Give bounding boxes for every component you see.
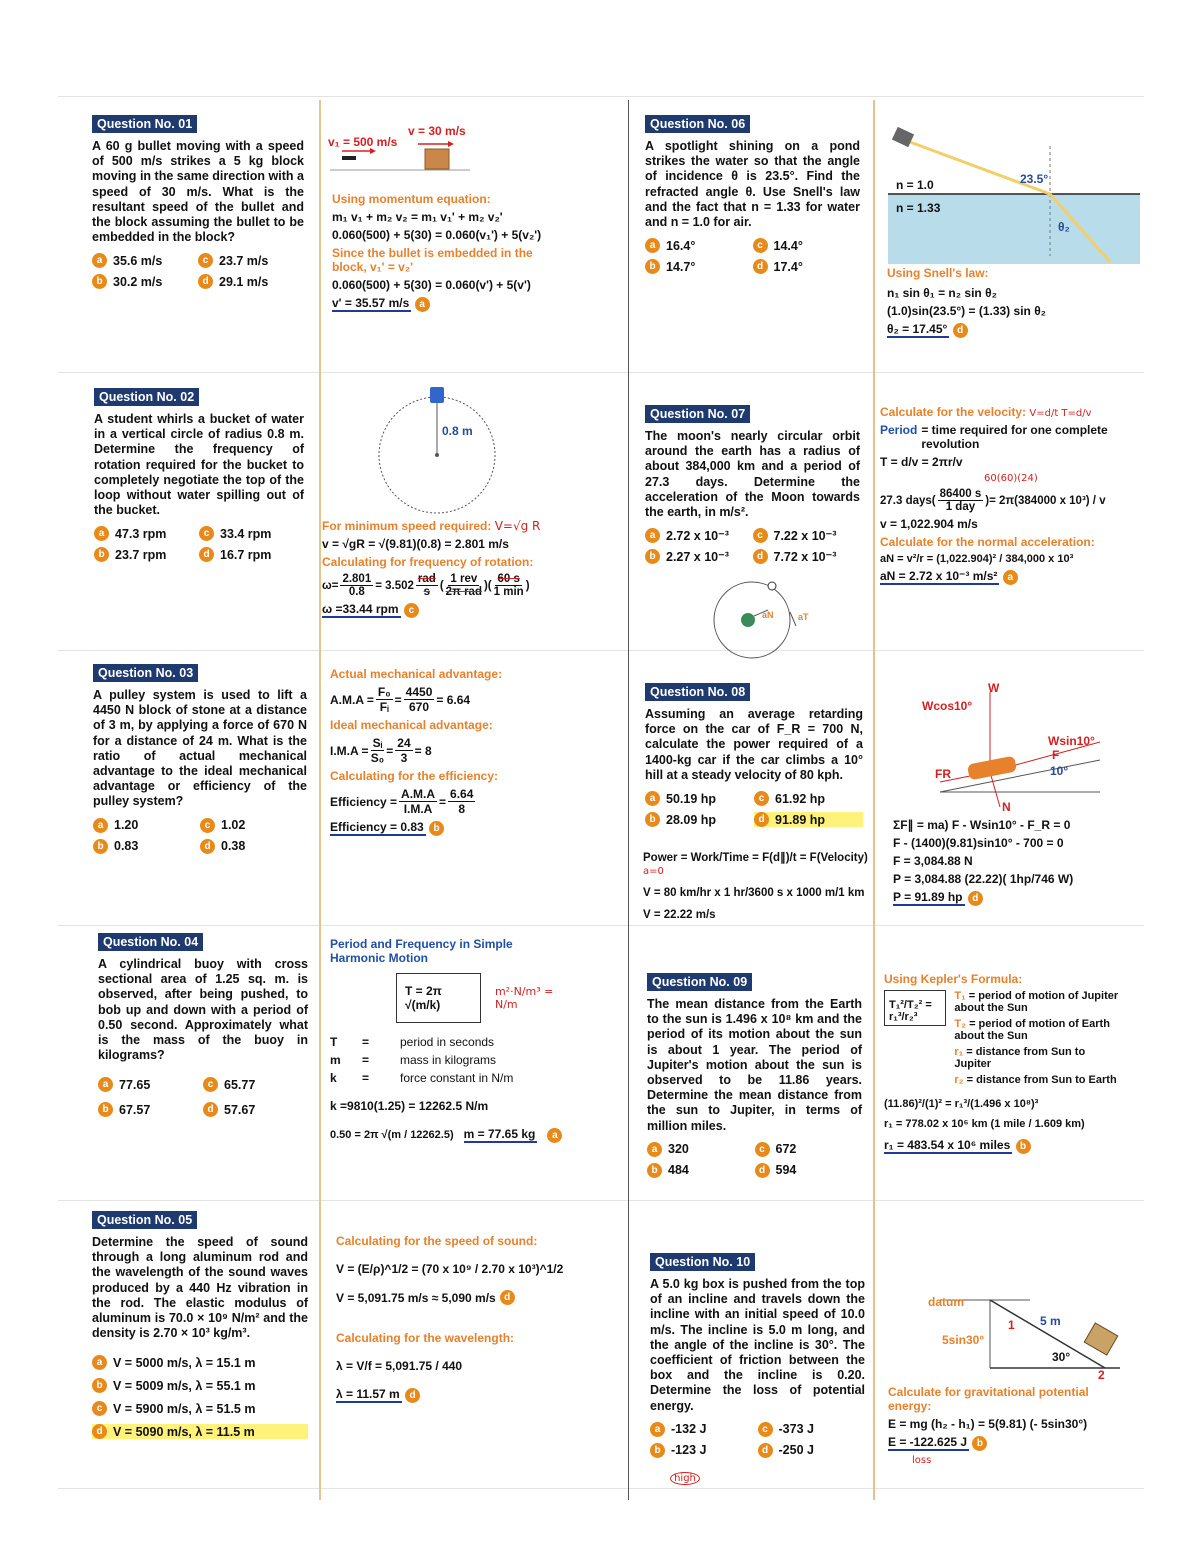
question-text: A spotlight shining on a pond strikes the water so that the angle of incidence θ is 23.5°. Find the refracted angle θ. Use Snell's law and the fact that n = 1.33 for water and n = 1.0 for air. — [645, 139, 860, 230]
omega-value: = 3.502 — [375, 579, 414, 592]
question-text: A 5.0 kg box is pushed from the top of an incline and travels down the incline with an initial speed of 10.0 m/s. The incline is 5.0 m long, and the angle of the incline is 30°. The coefficient of friction between the box and the incline is 0.20. Determine the loss of potential energy. — [650, 1277, 865, 1413]
solution-h3: Calculating for the efficiency: — [330, 769, 499, 783]
height-label: 5sin30° — [942, 1333, 985, 1347]
solution-eq2: r₁ = 778.02 x 10⁶ km (1 mile / 1.609 km) — [884, 1118, 1085, 1130]
question-text: The mean distance from the Earth to the sun is 1.496 x 10⁸ km and the period of its motion about the sun is about 1 year. The period of Jupiter's motion about the sun is observed to be 11.86 years. Determine the mean distance from the sun to Jupiter, in terms of million miles. — [647, 997, 862, 1133]
angle-label: 10° — [1050, 764, 1069, 778]
solution-eq1: E = mg (h₂ - h₁) = 5(9.81) (- 5sin30°) — [888, 1417, 1088, 1431]
definition-row: k = force constant in N/m — [330, 1071, 514, 1085]
solution-note: Since the bullet is embedded in the block, v₁' = v₂' — [332, 246, 533, 274]
fraction-num: 6.64 — [450, 787, 474, 801]
solution-eq1: ΣF∥ = ma) F - Wsin10° - F_R = 0 — [893, 818, 1071, 832]
velocity-eq: V = 80 km/hr x 1 hr/3600 s x 1000 m/1 km — [643, 887, 865, 899]
option-a[interactable]: a 2.72 x 10⁻³ — [645, 528, 753, 543]
option-a[interactable]: a 320 — [647, 1142, 755, 1157]
solution-h1: Using Snell's law: — [887, 266, 989, 280]
angle-label: 30° — [1052, 1350, 1071, 1364]
fraction-den: 670 — [409, 700, 430, 714]
handwritten-note: m²·N/m³ = N/m — [494, 985, 554, 1011]
fraction-num: F₀ — [377, 685, 391, 699]
power-eq: Power = Work/Time = F(d∥)/t = F(Velocity) — [643, 852, 868, 864]
option-a[interactable]: a -132 J — [650, 1422, 758, 1437]
option-b[interactable]: b 23.7 rpm — [94, 547, 199, 562]
solution-answer: θ₂ = 17.45° — [887, 322, 948, 336]
option-d[interactable]: d 0.38 — [200, 839, 307, 854]
fraction-den: 8 — [458, 802, 466, 816]
efficiency-label: Efficiency = — [330, 794, 398, 809]
option-b[interactable]: b 14.7° — [645, 259, 753, 274]
question-label: Question No. 07 — [645, 405, 750, 423]
answer-badge: d — [953, 323, 968, 338]
spotlight-icon — [892, 127, 914, 147]
wcos-label: Wcos10° — [922, 699, 973, 713]
ima-result: = 8 — [414, 743, 432, 758]
datum-label: datum — [928, 1295, 964, 1309]
n-label: N — [1002, 800, 1011, 814]
car-icon — [967, 756, 1017, 781]
question-label: Question No. 03 — [93, 664, 198, 682]
option-c[interactable]: c 672 — [755, 1142, 863, 1157]
earth-icon — [741, 613, 755, 627]
solution-answer: P = 91.89 hp — [893, 890, 963, 904]
option-a[interactable]: a 16.4° — [645, 238, 753, 253]
solution-h2: Calculating for frequency of rotation: — [322, 555, 534, 569]
question-text: The moon's nearly circular orbit around the earth has a radius of about 384,000 km and a period of 27.3 days. Determine the acceleration of the Moon towards the earth, in m/s². — [645, 429, 860, 520]
question-text: A cylindrical buoy with cross sectional area of 1.25 sq. m. is observed, after being pushed, to bob up and down with a period of 0.50 second. Approximately what is the mass of the buoy in kilograms? — [98, 957, 308, 1063]
fraction-den: 0.8 — [348, 586, 365, 598]
fraction-num: 24 — [397, 736, 411, 750]
question-card-06 — [645, 115, 860, 274]
option-c[interactable]: c 23.7 m/s — [198, 253, 304, 268]
option-b[interactable]: b -123 J — [650, 1443, 758, 1458]
w-label: W — [988, 681, 1000, 695]
solution-answer: Efficiency = 0.83 — [330, 820, 424, 834]
solution-h1: Calculating for the speed of sound: — [336, 1234, 538, 1248]
fraction-den: I.M.A — [403, 802, 433, 816]
solution-h2: Calculate for the normal acceleration: — [880, 535, 1095, 549]
solution-eq2: 0.060(500) + 5(30) = 0.060(v₁') + 5(v₂') — [332, 228, 542, 242]
solution-eq3: v = 1,022.904 m/s — [880, 517, 978, 531]
solution-eq1: k =9810(1.25) = 12262.5 N/m — [330, 1099, 489, 1113]
option-b[interactable]: b 28.09 hp — [645, 812, 754, 827]
option-c[interactable]: c 33.4 rpm — [199, 526, 304, 541]
fraction-num: 86400 s — [939, 488, 982, 500]
solution-eq1: T = d/v = 2πr/v — [880, 455, 963, 469]
answer-badge: a — [415, 297, 430, 312]
solution-answer: λ = 11.57 m — [336, 1387, 400, 1401]
kepler-formula: T₁²/T₂² = r₁³/r₂³ — [884, 990, 946, 1026]
f-label: F — [1052, 748, 1060, 762]
solution-answer: ω =33.44 rpm — [322, 602, 399, 616]
block-icon — [425, 149, 449, 169]
theta2-label: θ₂ — [1058, 220, 1070, 234]
solution-heading: Using momentum equation: — [332, 192, 491, 206]
question-label: Question No. 05 — [92, 1211, 197, 1229]
option-c[interactable]: c 1.02 — [200, 818, 307, 833]
option-a[interactable]: a 35.6 m/s — [92, 253, 198, 268]
answer-badge: a — [1003, 570, 1018, 585]
fraction-num: 2.801 — [342, 573, 372, 585]
fraction-den: Fᵢ — [379, 700, 389, 714]
at-label: aT — [798, 612, 809, 622]
bullet-icon — [342, 156, 356, 160]
solution-eq4: aN = v²/r = (1,022.904)² / 384,000 x 10³ — [880, 553, 1074, 565]
option-d[interactable]: d 91.89 hp — [754, 812, 863, 827]
option-d[interactable]: d 29.1 m/s — [198, 274, 304, 289]
moon-icon — [768, 582, 776, 590]
option-b[interactable]: b 0.83 — [93, 839, 200, 854]
vertical-circle-diagram — [376, 385, 501, 520]
wsin-label: Wsin10° — [1048, 734, 1095, 748]
solution-eq1: m₁ v₁ + m₂ v₂ = m₁ v₁' + m₂ v₂' — [332, 210, 503, 224]
question-card-08 — [645, 683, 863, 827]
n-air-label: n = 1.0 — [896, 178, 934, 192]
solution-h1: Actual mechanical advantage: — [330, 667, 503, 681]
solution-h1: Period and Frequency in Simple Harmonic Motion — [330, 937, 513, 965]
angle-label: 23.5° — [1020, 172, 1049, 186]
fraction-den: 1 day — [945, 501, 976, 513]
solution-eq1: V = (E/ρ)^1/2 = (70 x 10⁹ / 2.70 x 10³)^1/2 — [336, 1262, 564, 1276]
point1-label: 1 — [1008, 1318, 1015, 1332]
answer-badge: d — [968, 891, 983, 906]
fraction-num: 60 s — [497, 573, 520, 585]
option-a[interactable]: a 47.3 rpm — [94, 526, 199, 541]
question-card-09 — [647, 973, 862, 1178]
ama-label: A.M.A = — [330, 692, 374, 707]
question-card-07 — [645, 405, 860, 564]
definition-row: T₁ = period of motion of Jupiter about the Sun — [954, 990, 1119, 1014]
handwritten-note: 60(60)(24) — [984, 473, 1038, 484]
solution-eq2: 0.50 = 2π √(m / 12262.5) — [330, 1129, 454, 1141]
answer-badge: b — [429, 821, 444, 836]
question-label: Question No. 06 — [645, 115, 750, 133]
question-label: Question No. 10 — [650, 1253, 755, 1271]
question-card-03 — [93, 664, 307, 854]
shm-formula: T = 2π √(m/k) — [396, 973, 481, 1023]
ima-label: I.M.A = — [330, 743, 369, 758]
answer-badge: b — [972, 1436, 987, 1451]
handwritten-note: a=0 — [643, 866, 664, 877]
option-a[interactable]: a 50.19 hp — [645, 791, 754, 806]
fraction-num: 4450 — [405, 685, 433, 699]
question-card-01 — [92, 115, 304, 289]
option-c[interactable]: c 14.4° — [753, 238, 861, 253]
option-d[interactable]: d 594 — [755, 1163, 863, 1178]
option-d[interactable]: d V = 5090 m/s, λ = 11.5 m — [92, 1424, 308, 1439]
definition-row: m = mass in kilograms — [330, 1053, 497, 1067]
question-label: Question No. 04 — [98, 933, 203, 951]
definition-row: r₁ = distance from Sun to Jupiter — [954, 1046, 1086, 1070]
option-d[interactable]: d -250 J — [758, 1443, 866, 1458]
question-text: A pulley system is used to lift a 4450 N block of stone at a distance of 3 m, by applying a force of 670 N for a distance of 24 m. What is the ratio of actual mechanical advantage to the ideal mechanical advantage or efficiency of the pulley system? — [93, 688, 307, 809]
moon-orbit-diagram — [704, 578, 804, 660]
solution-eq3: 0.060(500) + 5(30) = 0.060(v') + 5(v') — [332, 278, 531, 292]
orbit-eq: = 2π(384000 x 10³) / v — [989, 494, 1106, 507]
question-card-05 — [92, 1211, 308, 1439]
fraction-den: 1 min — [493, 586, 524, 598]
option-c[interactable]: c -373 J — [758, 1422, 866, 1437]
question-card-10 — [650, 1253, 865, 1485]
solution-answer: v' = 35.57 m/s — [332, 296, 410, 310]
question-text: A 60 g bullet moving with a speed of 500 m/s strikes a 5 kg block moving in the same direction with a speed of 30 m/s. What is the resultant speed of the bullet and the block assuming the bullet to be embedded in the block? — [92, 139, 304, 245]
option-b[interactable]: b 67.57 — [98, 1102, 203, 1117]
answer-badge: d — [405, 1388, 420, 1403]
solution-eq4: P = 3,084.88 (22.22)( 1hp/746 W) — [893, 872, 1074, 886]
diagram-label-v1: v₁ = 500 m/s — [328, 135, 398, 149]
option-d[interactable]: d 7.72 x 10⁻³ — [753, 549, 861, 564]
answer-badge: d — [500, 1290, 515, 1305]
definition-row: r₂ = distance from Sun to Earth — [954, 1074, 1117, 1086]
solution-eq2: (1.0)sin(23.5°) = (1.33) sin θ₂ — [887, 304, 1047, 318]
days-value: 27.3 days — [880, 494, 932, 507]
solution-h1: Calculate for gravitational potential energy: — [888, 1385, 1089, 1413]
option-d[interactable]: d 57.67 — [203, 1102, 308, 1117]
handwritten-note: high — [670, 1472, 700, 1485]
option-d[interactable]: d 16.7 rpm — [199, 547, 304, 562]
solution-h2: Ideal mechanical advantage: — [330, 718, 493, 732]
option-d[interactable]: d 17.4° — [753, 259, 861, 274]
velocity-value: V = 22.22 m/s — [643, 909, 716, 921]
solution-answer: m = 77.65 kg — [463, 1127, 536, 1141]
fraction-den: S₀ — [370, 751, 385, 765]
omega-symbol: ω= — [322, 579, 339, 592]
question-label: Question No. 09 — [647, 973, 752, 991]
fraction-den: s — [423, 586, 431, 598]
question-label: Question No. 02 — [94, 388, 199, 406]
handwritten-note: loss — [912, 1455, 932, 1466]
question-card-02 — [94, 388, 304, 562]
fr-label: FR — [935, 767, 951, 781]
fraction-num: Sᵢ — [372, 736, 383, 750]
option-a[interactable]: a 1.20 — [93, 818, 200, 833]
option-c[interactable]: c V = 5900 m/s, λ = 51.5 m — [92, 1401, 308, 1416]
question-label: Question No. 08 — [645, 683, 750, 701]
option-a[interactable]: a 77.65 — [98, 1077, 203, 1092]
diagram-label-v: v = 30 m/s — [408, 124, 466, 138]
answer-badge: a — [547, 1128, 562, 1143]
handwritten-note: V=√g R — [494, 519, 541, 533]
bucket-icon — [430, 387, 444, 403]
definition-row: T = period in seconds — [330, 1035, 495, 1049]
fraction-den: 3 — [400, 751, 408, 765]
fraction-num: rad — [417, 573, 436, 585]
fraction-num: A.M.A — [401, 787, 436, 801]
fraction-num: 1 rev — [450, 573, 478, 585]
question-text: Determine the speed of sound through a long aluminum rod and the wavelength of the sound waves produced by a 440 Hz vibration in the rod. The elastic modulus of aluminum is 70.0 × 10⁹ N/m² and the density is 2.70 × 10³ kg/m³. — [92, 1235, 308, 1341]
question-card-04 — [98, 933, 308, 1117]
solution-eq3: λ = V/f = 5,091.75 / 440 — [336, 1359, 463, 1373]
option-b[interactable]: b 2.27 x 10⁻³ — [645, 549, 753, 564]
point2-label: 2 — [1098, 1368, 1105, 1382]
solution-h1: For minimum speed required: — [322, 519, 492, 533]
option-c[interactable]: c 61.92 hp — [754, 791, 863, 806]
solution-eq2: F - (1400)(9.81)sin10° - 700 = 0 — [893, 836, 1064, 850]
solution-h1: Calculate for the velocity: — [880, 405, 1027, 419]
option-a[interactable]: a V = 5000 m/s, λ = 15.1 m — [92, 1355, 308, 1370]
question-text: A student whirls a bucket of water in a vertical circle of radius 0.8 m. Determine the frequency of rotation required for the bucket to completely negotiate the top of the loop without water spilling out of the bucket. — [94, 412, 304, 518]
answer-badge: b — [1016, 1139, 1031, 1154]
solution-h2: Calculating for the wavelength: — [336, 1331, 515, 1345]
length-label: 5 m — [1040, 1314, 1061, 1328]
solution-eq1: (11.86)²/(1)² = r₁³/(1.496 x 10⁸)³ — [884, 1098, 1039, 1110]
n-water-label: n = 1.33 — [896, 201, 941, 215]
period-definition: = time required for one complete revolution — [921, 423, 1108, 451]
option-b[interactable]: b 484 — [647, 1163, 755, 1178]
bullet-block-diagram — [330, 140, 470, 172]
option-c[interactable]: c 7.22 x 10⁻³ — [753, 528, 861, 543]
answer-badge: c — [404, 603, 419, 618]
radius-label: 0.8 m — [442, 424, 473, 438]
handwritten-note: V=d/t T=d/v — [1029, 408, 1092, 419]
definition-row: T₂ = period of motion of Earth about the Sun — [954, 1018, 1110, 1042]
solution-eq2: V = 5,091.75 m/s ≈ 5,090 m/s — [336, 1290, 496, 1305]
option-b[interactable]: b 30.2 m/s — [92, 274, 198, 289]
solution-h1: Using Kepler's Formula: — [884, 972, 1023, 986]
solution-answer: E = -122.625 J — [888, 1435, 968, 1449]
solution-answer: aN = 2.72 x 10⁻³ m/s² — [880, 569, 998, 583]
option-c[interactable]: c 65.77 — [203, 1077, 308, 1092]
box-icon — [1084, 1323, 1118, 1355]
fraction-den: 2π rad — [445, 586, 482, 598]
solution-eq3: F = 3,084.88 N — [893, 854, 973, 868]
solution-eq1: n₁ sin θ₁ = n₂ sin θ₂ — [887, 286, 997, 300]
period-label: Period — [880, 423, 918, 437]
option-b[interactable]: b V = 5009 m/s, λ = 55.1 m — [92, 1378, 308, 1393]
an-label: aN — [762, 610, 774, 620]
question-text: Assuming an average retarding force on the car of F_R = 700 N, calculate the power required of a 1400-kg car if the car climbs a 10° hill at a steady velocity of 80 kph. — [645, 707, 863, 782]
refraction-diagram — [888, 126, 1140, 264]
solution-answer: r₁ = 483.54 x 10⁶ miles — [884, 1138, 1011, 1152]
solution-eq1: v = √gR = √(9.81)(0.8) = 2.801 m/s — [322, 537, 509, 551]
ama-result: = 6.64 — [436, 692, 471, 707]
question-label: Question No. 01 — [92, 115, 197, 133]
